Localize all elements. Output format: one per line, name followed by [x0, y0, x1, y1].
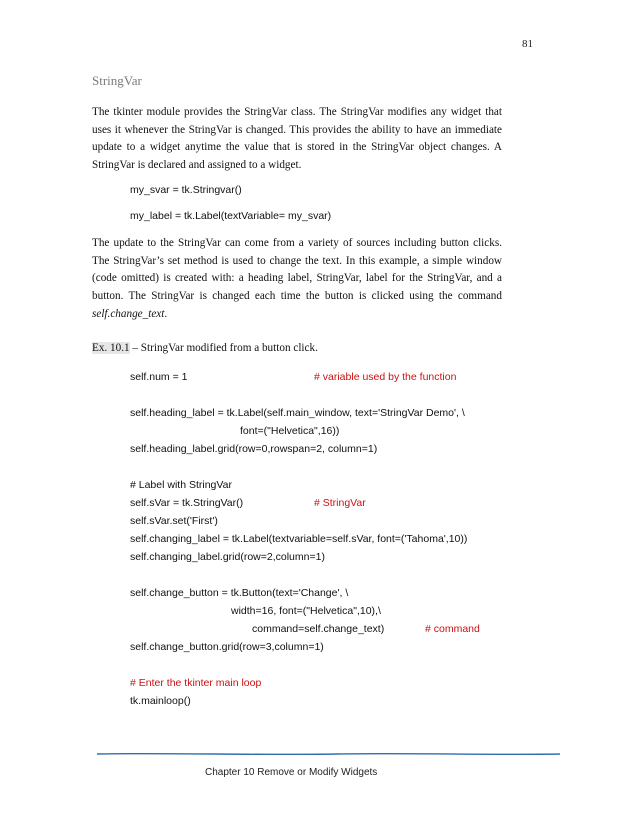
footer-chapter: Chapter 10 Remove or Modify Widgets	[205, 767, 378, 778]
code-line: self.changing_label.grid(row=2,column=1)	[130, 551, 325, 563]
example-caption	[92, 342, 318, 354]
intro-code-line: my_label = tk.Label(textVariable= my_svar)	[130, 210, 332, 222]
code-line: self.changing_label = tk.Label(textvariable=self.sVar, font=('Tahoma',10))	[130, 533, 468, 545]
example-caption-text: – StringVar modified from a button click.	[129, 342, 318, 354]
code-comment: # StringVar	[314, 497, 366, 509]
code-comment: # variable used by the function	[314, 371, 457, 383]
code-text: self.num = 1	[130, 371, 188, 383]
intro-code-line: my_svar = tk.Stringvar()	[130, 184, 242, 196]
paragraph-end: .	[164, 307, 168, 320]
footer-rule	[97, 752, 560, 756]
code-comment: # Label with StringVar	[130, 479, 232, 491]
code-line: self.change_button.grid(row=3,column=1)	[130, 641, 324, 653]
paragraph-intro: The tkinter module provides the StringVar class. The StringVar modifies any widget that uses it whenever the StringVar is changed. This provides the ability to have an immediate update to a widget anytime the value that is stored in the StringVar object changes. A StringVar is declared and assigned to a widget.	[92, 106, 502, 172]
code-line: self.heading_label = tk.Label(self.main_window, text='StringVar Demo', \	[130, 407, 465, 419]
code-line: width=16, font=("Helvetica",10),\	[231, 605, 381, 617]
code-line: self.sVar.set('First')	[130, 515, 218, 527]
paragraph-explanation-text: The update to the StringVar can come from a variety of sources including button clicks. The StringVar’s set method is used to change the text. In this example, a simple window (code omitted) is created with: a heading label, StringVar, label for the StringVar, and a button. The StringVar is changed each time the button is clicked using the command	[92, 237, 502, 303]
code-line: self.heading_label.grid(row=0,rowspan=2, column=1)	[130, 443, 378, 455]
code-line	[130, 371, 188, 383]
code-line: tk.mainloop()	[130, 695, 191, 707]
code-comment: # Enter the tkinter main loop	[130, 677, 262, 689]
code-line: command=self.change_text)	[252, 623, 385, 635]
code-line: self.change_button = tk.Button(text='Change', \	[130, 587, 349, 599]
code-line: self.sVar = tk.StringVar()	[130, 497, 244, 509]
code-line: font=("Helvetica",16))	[240, 425, 340, 437]
footer-rule-line	[97, 754, 560, 755]
page-number: 81	[522, 38, 533, 50]
paragraph-explanation	[92, 235, 502, 324]
example-label: Ex. 10.1	[92, 342, 130, 354]
section-title: StringVar	[92, 73, 142, 88]
command-reference: self.change_text	[92, 307, 165, 320]
code-comment: # command	[425, 623, 480, 635]
